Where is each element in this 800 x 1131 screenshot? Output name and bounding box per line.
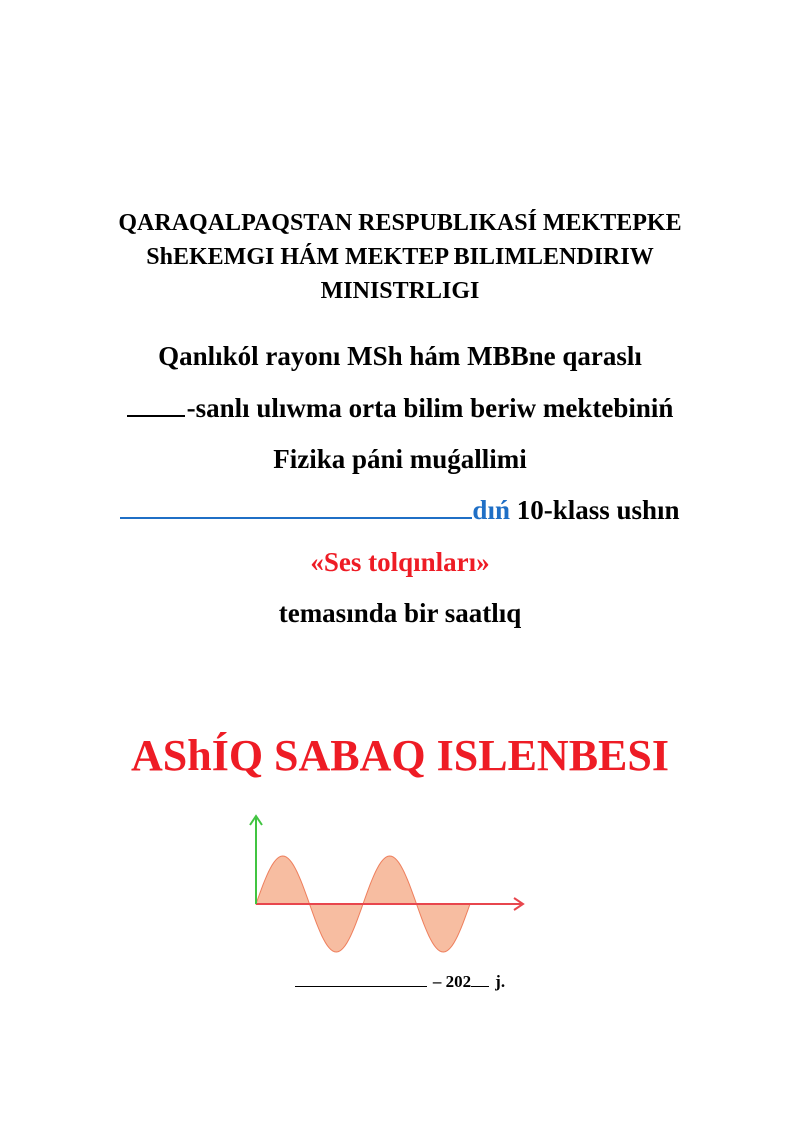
ministry-line-3: MINISTRLIGI	[320, 278, 480, 304]
topic-line: «Ses tolqınları»	[310, 547, 490, 577]
teacher-name-blank	[120, 493, 472, 519]
school-text: -sanlı ulıwma orta bilim beriw mektebiniń	[186, 393, 674, 423]
main-title: AShÍQ SABAQ ISLENBESI	[130, 731, 669, 780]
sine-wave-icon	[238, 812, 534, 960]
year-blank	[471, 970, 489, 987]
ministry-line-2: ShEKEMGI HÁM MEKTEP BILIMLENDIRIW	[146, 244, 654, 270]
date-dash: –	[432, 972, 442, 991]
year-prefix: 202	[445, 972, 472, 991]
date-blank	[295, 970, 427, 987]
class-text: 10-klass ushın	[509, 495, 680, 525]
hour-line: temasında bir saatlıq	[278, 598, 522, 628]
school-line	[0, 390, 800, 426]
school-number-blank	[127, 391, 185, 417]
district-line: Qanlıkól rayonı MSh hám MBBne qaraslı	[158, 341, 642, 371]
year-suffix: j.	[495, 972, 506, 991]
ministry-heading	[0, 206, 800, 308]
teacher-line	[0, 492, 800, 528]
date-line	[0, 970, 800, 994]
ministry-line-1: QARAQALPAQSTAN RESPUBLIKASÍ MEKTEPKE	[118, 210, 682, 236]
teacher-suffix: dıń	[472, 495, 510, 525]
subject-line: Fizika páni muǵallimi	[273, 444, 527, 474]
